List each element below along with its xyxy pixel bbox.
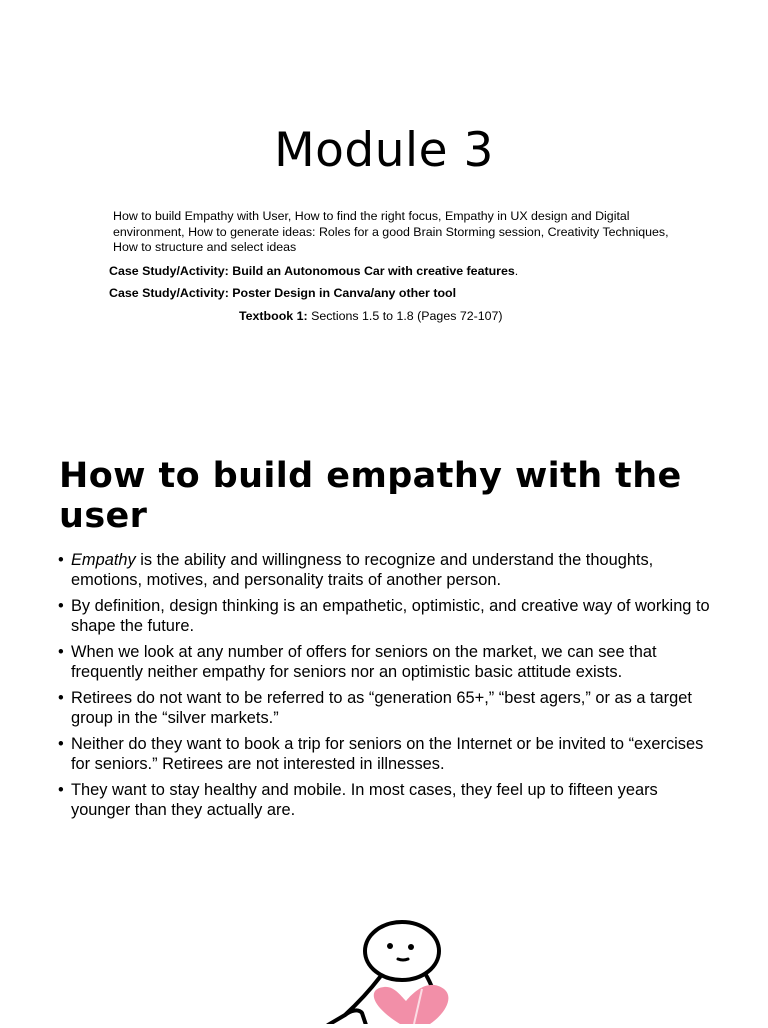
bullet-emphasis: Empathy — [71, 551, 136, 569]
textbook-sections: Sections 1.5 to 1.8 (Pages 72-107) — [307, 308, 503, 323]
bullet-marker: • — [58, 735, 64, 753]
textbook-label: Textbook 1: — [239, 308, 308, 323]
bullet-item — [58, 734, 718, 774]
bullet-marker: • — [58, 781, 64, 799]
bullet-text — [71, 550, 718, 590]
case-study-1-label: Case Study/Activity: Build an Autonomous Car with creative features — [109, 263, 515, 278]
case-study-2-text: : Poster Design in Canva/any other tool — [224, 286, 457, 300]
bullet-item — [58, 596, 718, 636]
stick-figure-holding-heart-icon — [300, 915, 500, 1024]
case-study-2 — [109, 286, 689, 302]
bullet-item — [58, 642, 718, 682]
bullet-marker: • — [58, 551, 64, 569]
bullet-text: They want to stay healthy and mobile. In most cases, they feel up to fifteen years younger than they actually are. — [71, 781, 658, 819]
slide-heading: How to build empathy with the user — [59, 456, 682, 536]
bullet-text: Retirees do not want to be referred to as “generation 65+,” “best agers,” or as a target group in the “silver markets.” — [71, 689, 692, 727]
bullet-item — [58, 688, 718, 728]
bullet-text: By definition, design thinking is an empathetic, optimistic, and creative way of working to shape the future. — [71, 597, 710, 635]
bullet-list — [58, 550, 718, 826]
module-overview — [109, 209, 689, 324]
case-study-1 — [109, 264, 689, 280]
module-title: Module 3 — [274, 123, 494, 179]
bullet-item — [58, 550, 718, 590]
bullet-marker: • — [58, 597, 64, 615]
bullet-marker: • — [58, 643, 64, 661]
bullet-marker: • — [58, 689, 64, 707]
bullet-item — [58, 780, 718, 820]
case-study-2-label: Case Study/Activity — [109, 286, 225, 300]
topics-paragraph: How to build Empathy with User, How to find the right focus, Empathy in UX design and Digital environment, How to generate ideas: Roles for a good Brain Storming session, Creativity Techniques, How to structure and select ideas — [113, 209, 669, 254]
bullet-text: When we look at any number of offers for seniors on the market, we can see that frequently neither empathy for seniors nor an optimistic basic attitude exists. — [71, 643, 657, 681]
case-study-1-suffix: . — [514, 263, 519, 278]
bullet-body: is the ability and willingness to recognize and understand the thoughts, emotions, motives, and personality traits of another person. — [71, 551, 654, 589]
textbook-reference — [109, 309, 689, 325]
bullet-text: Neither do they want to book a trip for seniors on the Internet or be invited to “exercises for seniors.” Retirees are not interested in illnesses. — [71, 735, 704, 773]
